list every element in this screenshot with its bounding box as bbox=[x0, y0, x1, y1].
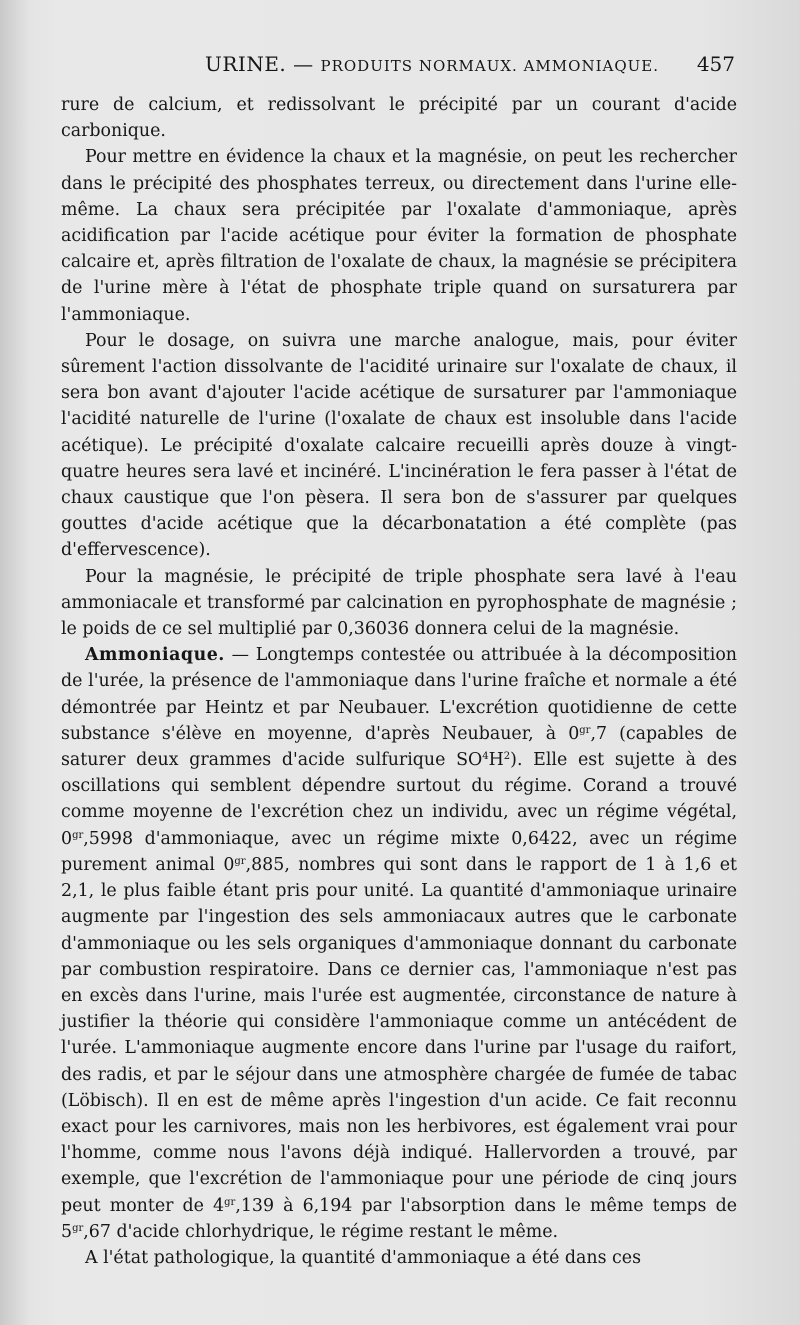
paragraph-5-part-2: ,7 (capables de saturer deux grammes d'acide sulfurique SO bbox=[61, 723, 737, 771]
unit-superscript: gr bbox=[72, 1222, 84, 1234]
header-title: URINE. bbox=[205, 52, 287, 76]
paragraph-5-part-5: ,885, nombres qui sont dans le rapport de 1 à 1,6 et 2,1, le plus faible étant pris pour unité. La quantité d'ammoniaque urinaire augmente par l'ingestion des sels ammoniacaux autres que le carbonate d'ammoniaque ou les sels organiques d'ammoniaque donnant du carbonate par combustion respiratoire. Dans ce dernier cas, l'ammoniaque n'est pas en excès dans l'urine, mais l'urée est augmentée, circonstance de nature à justifier la théorie qui considère l'ammoniaque comme un antécédent de l'urée. L'ammoniaque augmente encore dans l'urine par l'usage du raifort, des radis, et par le séjour dans une atmosphère chargée de fumée de tabac (Löbisch). Il en est de même après l'ingestion d'un acide. Ce fait reconnu exact pour les carnivores, mais non les herbivores, est également vrai pour l'homme, comme nous l'avons déjà indiqué. Hallervorden a trouvé, par exemple, que l'excrétion de l'ammoniaque pour une période de cinq jours peut monter de 4 bbox=[61, 854, 737, 1216]
paragraph-3: Pour le dosage, on suivra une marche analogue, mais, pour éviter sûrement l'action dissolvante de l'acidité urinaire sur l'oxalate de chaux, il sera bon avant d'ajouter l'acide acétique de sursaturer par l'ammoniaque l'acidité naturelle de l'urine (l'oxalate de chaux est insoluble dans l'acide acétique). Le précipité d'oxalate calcaire recueilli après douze à vingt-quatre heures sera lavé et incinéré. L'incinération le fera passer à l'état de chaux caustique que l'on pèsera. Il sera bon de s'assurer par quelques gouttes d'acide acétique que la décarbonatation a été complète (pas d'effervescence). bbox=[61, 330, 737, 561]
section-heading-ammoniaque: Ammoniaque. bbox=[85, 645, 225, 666]
running-head bbox=[205, 52, 659, 76]
paragraph-4: Pour la magnésie, le précipité de triple phosphate sera lavé à l'eau ammoniacale et transformé par calcination en pyrophosphate de magnésie ; le poids de ce sel multiplié par 0,36036 donnera celui de la magnésie. bbox=[61, 566, 737, 640]
paragraph-2: Pour mettre en évidence la chaux et la magnésie, on peut les rechercher dans le précipité des phosphates terreux, ou directement dans l'urine elle-même. La chaux sera précipitée par l'oxalate d'ammoniaque, après acidification par l'acide acétique pour éviter la formation de phosphate calcaire et, après filtration de l'oxalate de chaux, la magnésie se précipitera de l'urine mère à l'état de phosphate triple quand on sursaturera par l'ammoniaque. bbox=[61, 147, 737, 325]
paragraph-5 bbox=[61, 642, 737, 1245]
paragraph-5-part-6: ,139 à 6,194 par l'absorption dans le même temps de 5 bbox=[61, 1195, 737, 1242]
header-dash: — bbox=[286, 52, 321, 76]
unit-superscript: gr bbox=[234, 855, 246, 867]
formula-superscript: 4 bbox=[482, 751, 489, 763]
paragraph-1: rure de calcium, et redissolvant le précipité par un courant d'acide carbonique. bbox=[61, 95, 737, 142]
formula-superscript: 2 bbox=[503, 751, 511, 763]
unit-superscript: gr bbox=[72, 829, 84, 841]
unit-superscript: gr bbox=[224, 1196, 236, 1208]
page-number: 457 bbox=[696, 52, 735, 76]
body-text bbox=[61, 92, 737, 1271]
paragraph-6: A l'état pathologique, la quantité d'ammoniaque a été dans ces bbox=[85, 1247, 641, 1268]
paragraph-5-part-7: ,67 d'acide chlorhydrique, le régime restant le même. bbox=[83, 1221, 559, 1242]
paragraph-5-part-4: ,5998 d'ammoniaque, avec un régime mixte 0,6422, avec un régime purement animal 0 bbox=[61, 828, 737, 875]
paragraph-5-part-3: ). Elle est sujette à des oscillations qui semblent dépendre surtout du régime. Corand a trouvé comme moyenne de l'excrétion chez un individu, avec un régime végétal, 0 bbox=[61, 750, 737, 849]
paragraph-5-part-1: — Longtemps contestée ou attribuée à la décomposition de l'urée, la présence de l'ammoniaque dans l'urine fraîche et normale a été démontrée par Heintz et par Neubauer. L'excrétion quotidienne de cette substance s'élève en moyenne, d'après Neubauer, à 0 bbox=[61, 645, 737, 744]
page-header bbox=[0, 52, 800, 82]
formula-h: H bbox=[488, 750, 504, 771]
unit-superscript: gr bbox=[579, 724, 591, 736]
header-subtitle: PRODUITS NORMAUX. AMMONIAQUE. bbox=[320, 57, 659, 75]
